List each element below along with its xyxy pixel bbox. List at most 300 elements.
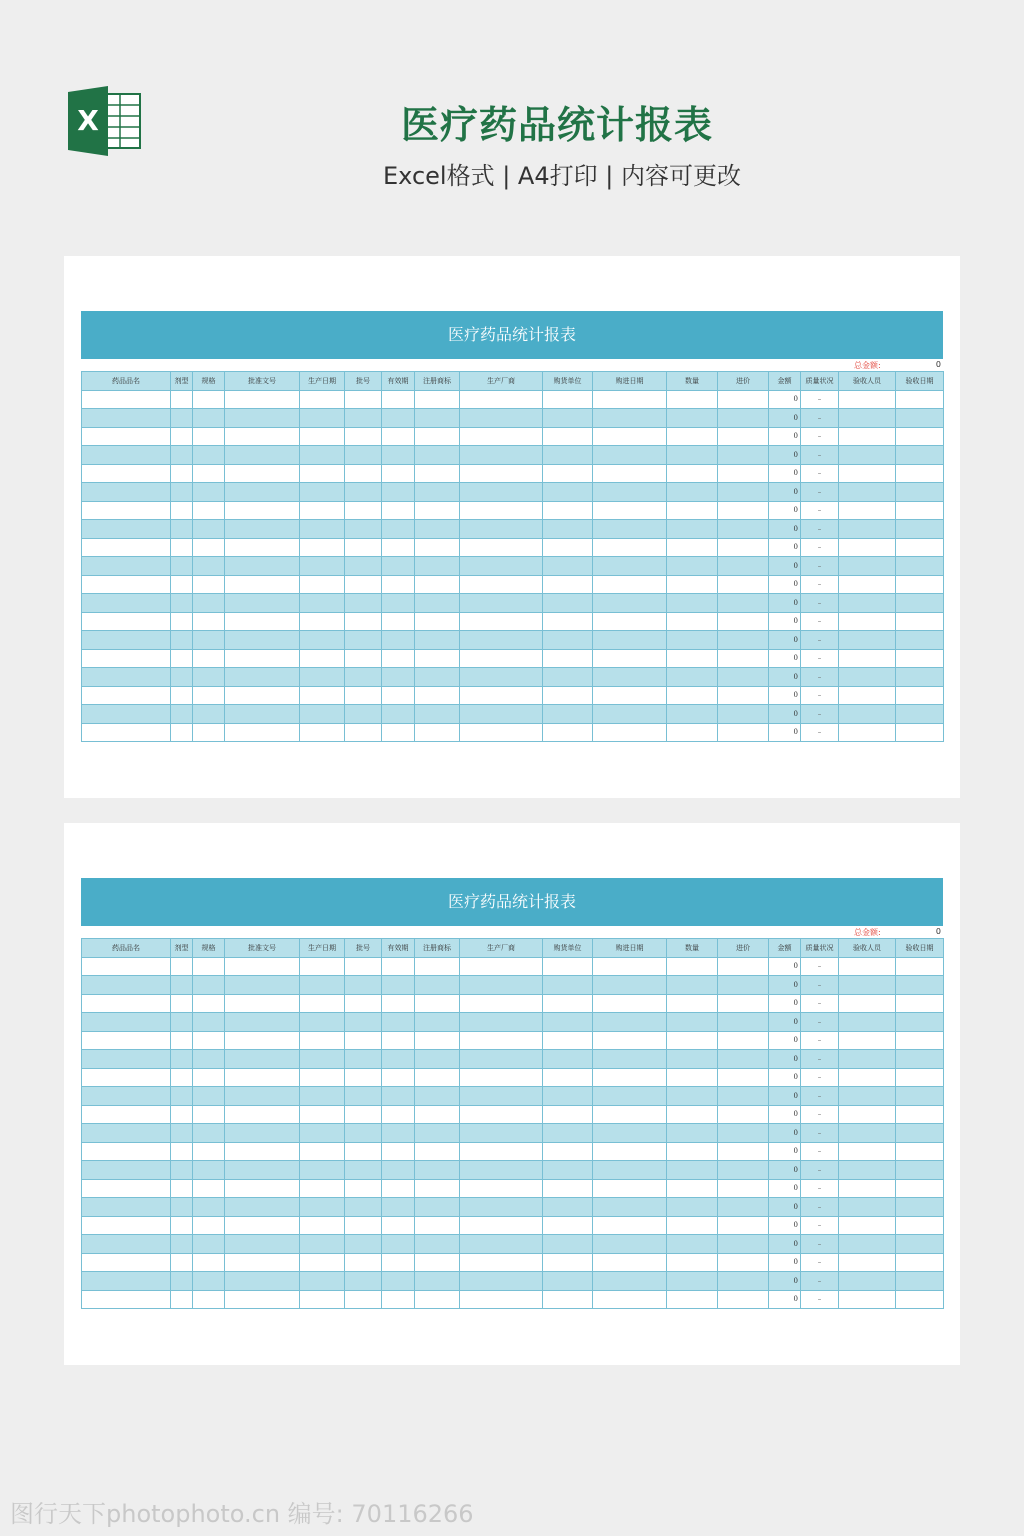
table-cell[interactable] [896,538,944,557]
table-cell[interactable] [667,1179,718,1198]
table-cell[interactable] [543,612,593,631]
table-cell[interactable] [718,957,769,976]
table-cell[interactable] [543,668,593,687]
table-cell[interactable] [193,1013,225,1032]
table-cell[interactable] [415,994,460,1013]
table-cell[interactable] [415,501,460,520]
table-cell[interactable] [839,1290,896,1309]
table-cell[interactable] [593,1013,667,1032]
table-cell[interactable] [171,649,193,668]
table-cell[interactable] [382,575,415,594]
table-cell[interactable] [300,557,345,576]
table-cell[interactable] [171,1087,193,1106]
table-cell[interactable] [839,1013,896,1032]
table-cell[interactable] [225,612,300,631]
table-cell[interactable] [896,1216,944,1235]
table-cell[interactable] [415,1087,460,1106]
table-cell[interactable] [839,1031,896,1050]
table-cell[interactable] [382,1161,415,1180]
table-cell[interactable] [382,1272,415,1291]
table-cell[interactable] [382,483,415,502]
table-cell[interactable] [382,1068,415,1087]
table-cell[interactable] [543,1013,593,1032]
amount-cell[interactable]: 0 [769,976,801,995]
table-cell[interactable] [382,464,415,483]
table-cell[interactable] [82,575,171,594]
table-cell[interactable] [460,464,543,483]
table-cell[interactable] [543,538,593,557]
table-cell[interactable] [667,723,718,742]
table-cell[interactable] [225,1087,300,1106]
table-cell[interactable] [896,1198,944,1217]
table-cell[interactable] [667,1216,718,1235]
table-cell[interactable] [718,994,769,1013]
table-cell[interactable] [300,1105,345,1124]
table-cell[interactable] [718,686,769,705]
table-cell[interactable] [718,390,769,409]
table-cell[interactable] [300,1216,345,1235]
table-cell[interactable] [593,501,667,520]
table-cell[interactable] [667,520,718,539]
table-cell[interactable] [382,631,415,650]
table-cell[interactable] [225,1013,300,1032]
amount-cell[interactable]: 0 [769,1142,801,1161]
table-cell[interactable] [382,1013,415,1032]
table-cell[interactable] [382,976,415,995]
amount-cell[interactable]: 0 [769,409,801,428]
table-cell[interactable] [667,631,718,650]
table-cell[interactable] [667,1198,718,1217]
table-cell[interactable] [718,501,769,520]
table-cell[interactable] [225,390,300,409]
table-cell[interactable] [839,957,896,976]
table-cell[interactable] [225,1216,300,1235]
table-cell[interactable] [460,668,543,687]
table-cell[interactable] [193,1235,225,1254]
table-cell[interactable] [300,649,345,668]
table-cell[interactable] [300,723,345,742]
table-cell[interactable] [345,1235,382,1254]
table-cell[interactable] [382,409,415,428]
table-cell[interactable] [543,575,593,594]
table-cell[interactable] [896,1031,944,1050]
table-cell[interactable] [667,1087,718,1106]
quality-cell[interactable]: – [801,668,839,687]
table-cell[interactable] [300,538,345,557]
table-cell[interactable] [667,976,718,995]
table-cell[interactable] [193,1068,225,1087]
quality-cell[interactable]: – [801,390,839,409]
table-cell[interactable] [82,557,171,576]
amount-cell[interactable]: 0 [769,1179,801,1198]
table-cell[interactable] [460,723,543,742]
table-cell[interactable] [543,520,593,539]
table-cell[interactable] [543,464,593,483]
table-cell[interactable] [82,1105,171,1124]
table-cell[interactable] [460,1198,543,1217]
table-cell[interactable] [300,957,345,976]
table-cell[interactable] [171,1235,193,1254]
table-cell[interactable] [171,575,193,594]
table-cell[interactable] [460,409,543,428]
table-cell[interactable] [300,705,345,724]
table-cell[interactable] [593,631,667,650]
table-cell[interactable] [839,649,896,668]
table-cell[interactable] [171,976,193,995]
table-cell[interactable] [839,557,896,576]
amount-cell[interactable]: 0 [769,1272,801,1291]
table-cell[interactable] [896,976,944,995]
table-cell[interactable] [460,1124,543,1143]
table-cell[interactable] [415,1161,460,1180]
table-cell[interactable] [593,1179,667,1198]
table-cell[interactable] [839,1179,896,1198]
table-cell[interactable] [415,1253,460,1272]
table-cell[interactable] [460,957,543,976]
table-cell[interactable] [896,390,944,409]
table-cell[interactable] [839,1087,896,1106]
table-cell[interactable] [543,1068,593,1087]
table-cell[interactable] [896,1068,944,1087]
table-cell[interactable] [718,1272,769,1291]
table-cell[interactable] [896,723,944,742]
table-cell[interactable] [193,446,225,465]
table-cell[interactable] [718,723,769,742]
table-cell[interactable] [300,612,345,631]
table-cell[interactable] [543,1161,593,1180]
table-cell[interactable] [82,464,171,483]
table-cell[interactable] [667,1031,718,1050]
table-cell[interactable] [82,705,171,724]
table-cell[interactable] [225,1124,300,1143]
table-cell[interactable] [460,1068,543,1087]
table-cell[interactable] [593,612,667,631]
table-cell[interactable] [345,1050,382,1069]
table-cell[interactable] [300,1290,345,1309]
table-cell[interactable] [718,594,769,613]
amount-cell[interactable]: 0 [769,686,801,705]
table-cell[interactable] [667,686,718,705]
table-cell[interactable] [345,1068,382,1087]
table-cell[interactable] [300,594,345,613]
table-cell[interactable] [460,976,543,995]
table-cell[interactable] [193,1087,225,1106]
table-cell[interactable] [82,631,171,650]
table-cell[interactable] [839,483,896,502]
table-cell[interactable] [593,723,667,742]
table-cell[interactable] [382,705,415,724]
table-cell[interactable] [382,501,415,520]
table-cell[interactable] [839,1161,896,1180]
table-cell[interactable] [193,686,225,705]
table-cell[interactable] [415,1068,460,1087]
table-cell[interactable] [171,1290,193,1309]
quality-cell[interactable]: – [801,1087,839,1106]
table-cell[interactable] [896,631,944,650]
table-cell[interactable] [896,705,944,724]
table-cell[interactable] [171,1216,193,1235]
table-cell[interactable] [593,1235,667,1254]
table-cell[interactable] [718,557,769,576]
table-cell[interactable] [193,575,225,594]
table-cell[interactable] [171,686,193,705]
table-cell[interactable] [225,520,300,539]
table-cell[interactable] [415,976,460,995]
table-cell[interactable] [415,631,460,650]
quality-cell[interactable]: – [801,631,839,650]
table-cell[interactable] [839,1253,896,1272]
table-cell[interactable] [667,1142,718,1161]
table-cell[interactable] [82,1142,171,1161]
table-cell[interactable] [193,723,225,742]
table-cell[interactable] [300,1179,345,1198]
table-cell[interactable] [382,1198,415,1217]
table-cell[interactable] [171,1031,193,1050]
table-cell[interactable] [300,446,345,465]
table-cell[interactable] [382,1087,415,1106]
quality-cell[interactable]: – [801,705,839,724]
table-cell[interactable] [82,538,171,557]
table-cell[interactable] [300,1198,345,1217]
table-cell[interactable] [593,1142,667,1161]
amount-cell[interactable]: 0 [769,1105,801,1124]
table-cell[interactable] [460,612,543,631]
table-cell[interactable] [460,557,543,576]
table-cell[interactable] [593,483,667,502]
table-cell[interactable] [896,446,944,465]
table-cell[interactable] [193,612,225,631]
table-cell[interactable] [300,1253,345,1272]
table-cell[interactable] [718,1235,769,1254]
table-cell[interactable] [193,1272,225,1291]
table-cell[interactable] [543,957,593,976]
table-cell[interactable] [382,1216,415,1235]
table-cell[interactable] [82,1124,171,1143]
table-cell[interactable] [543,994,593,1013]
table-cell[interactable] [171,409,193,428]
table-cell[interactable] [225,649,300,668]
table-cell[interactable] [171,1142,193,1161]
table-cell[interactable] [839,390,896,409]
table-cell[interactable] [382,390,415,409]
table-cell[interactable] [82,649,171,668]
table-cell[interactable] [896,1272,944,1291]
table-cell[interactable] [593,1272,667,1291]
table-cell[interactable] [667,409,718,428]
table-cell[interactable] [171,446,193,465]
table-cell[interactable] [667,705,718,724]
table-cell[interactable] [543,723,593,742]
amount-cell[interactable]: 0 [769,1198,801,1217]
table-cell[interactable] [543,390,593,409]
table-cell[interactable] [82,668,171,687]
table-cell[interactable] [193,1216,225,1235]
table-cell[interactable] [225,686,300,705]
table-cell[interactable] [896,957,944,976]
table-cell[interactable] [543,1142,593,1161]
table-cell[interactable] [543,1290,593,1309]
table-cell[interactable] [82,957,171,976]
table-cell[interactable] [593,1253,667,1272]
table-cell[interactable] [225,501,300,520]
table-cell[interactable] [839,723,896,742]
table-cell[interactable] [300,1013,345,1032]
table-cell[interactable] [300,1087,345,1106]
table-cell[interactable] [345,1142,382,1161]
quality-cell[interactable]: – [801,1124,839,1143]
table-cell[interactable] [193,1050,225,1069]
table-cell[interactable] [543,409,593,428]
table-cell[interactable] [225,483,300,502]
table-cell[interactable] [460,649,543,668]
quality-cell[interactable]: – [801,575,839,594]
table-cell[interactable] [718,1253,769,1272]
table-cell[interactable] [171,390,193,409]
table-cell[interactable] [193,1198,225,1217]
table-cell[interactable] [718,668,769,687]
table-cell[interactable] [460,631,543,650]
table-cell[interactable] [300,631,345,650]
table-cell[interactable] [718,409,769,428]
table-cell[interactable] [225,668,300,687]
quality-cell[interactable]: – [801,1105,839,1124]
table-cell[interactable] [82,723,171,742]
table-cell[interactable] [460,1253,543,1272]
table-cell[interactable] [300,1050,345,1069]
table-cell[interactable] [839,501,896,520]
quality-cell[interactable]: – [801,1272,839,1291]
table-cell[interactable] [896,1179,944,1198]
table-cell[interactable] [415,1050,460,1069]
table-cell[interactable] [415,1290,460,1309]
table-cell[interactable] [460,1013,543,1032]
quality-cell[interactable]: – [801,464,839,483]
table-cell[interactable] [382,446,415,465]
table-cell[interactable] [345,686,382,705]
table-cell[interactable] [225,994,300,1013]
table-cell[interactable] [415,1235,460,1254]
table-cell[interactable] [382,957,415,976]
table-cell[interactable] [543,1050,593,1069]
amount-cell[interactable]: 0 [769,575,801,594]
table-cell[interactable] [193,631,225,650]
table-cell[interactable] [171,557,193,576]
table-cell[interactable] [345,705,382,724]
table-cell[interactable] [193,1124,225,1143]
table-cell[interactable] [82,594,171,613]
table-cell[interactable] [896,1013,944,1032]
table-cell[interactable] [345,668,382,687]
table-cell[interactable] [593,1105,667,1124]
table-cell[interactable] [543,1087,593,1106]
amount-cell[interactable]: 0 [769,994,801,1013]
table-cell[interactable] [171,1050,193,1069]
table-cell[interactable] [543,1235,593,1254]
table-cell[interactable] [345,409,382,428]
table-cell[interactable] [415,1272,460,1291]
table-cell[interactable] [839,575,896,594]
table-cell[interactable] [345,1105,382,1124]
table-cell[interactable] [667,994,718,1013]
table-cell[interactable] [345,649,382,668]
table-cell[interactable] [718,649,769,668]
amount-cell[interactable]: 0 [769,957,801,976]
amount-cell[interactable]: 0 [769,1216,801,1235]
table-cell[interactable] [225,427,300,446]
table-cell[interactable] [667,649,718,668]
table-cell[interactable] [460,1290,543,1309]
table-cell[interactable] [543,705,593,724]
table-cell[interactable] [593,705,667,724]
table-cell[interactable] [171,1272,193,1291]
quality-cell[interactable]: – [801,1142,839,1161]
table-cell[interactable] [300,1031,345,1050]
table-cell[interactable] [300,994,345,1013]
table-cell[interactable] [171,1105,193,1124]
table-cell[interactable] [667,1050,718,1069]
table-cell[interactable] [193,520,225,539]
quality-cell[interactable]: – [801,1050,839,1069]
table-cell[interactable] [345,1216,382,1235]
table-cell[interactable] [82,1031,171,1050]
table-cell[interactable] [896,649,944,668]
quality-cell[interactable]: – [801,409,839,428]
table-cell[interactable] [896,1087,944,1106]
quality-cell[interactable]: – [801,1198,839,1217]
table-cell[interactable] [839,1142,896,1161]
table-cell[interactable] [667,1290,718,1309]
table-cell[interactable] [82,1253,171,1272]
table-cell[interactable] [460,520,543,539]
table-cell[interactable] [171,612,193,631]
table-cell[interactable] [300,1235,345,1254]
table-cell[interactable] [415,1013,460,1032]
table-cell[interactable] [225,575,300,594]
table-cell[interactable] [667,1272,718,1291]
table-cell[interactable] [225,557,300,576]
amount-cell[interactable]: 0 [769,1253,801,1272]
table-cell[interactable] [896,557,944,576]
table-cell[interactable] [718,1161,769,1180]
table-cell[interactable] [382,1031,415,1050]
table-cell[interactable] [225,1105,300,1124]
table-cell[interactable] [171,1161,193,1180]
table-cell[interactable] [82,409,171,428]
quality-cell[interactable]: – [801,483,839,502]
table-cell[interactable] [415,668,460,687]
table-cell[interactable] [896,464,944,483]
table-cell[interactable] [171,483,193,502]
quality-cell[interactable]: – [801,1179,839,1198]
table-cell[interactable] [171,1068,193,1087]
table-cell[interactable] [300,501,345,520]
table-cell[interactable] [839,427,896,446]
table-cell[interactable] [415,594,460,613]
table-cell[interactable] [460,994,543,1013]
quality-cell[interactable]: – [801,427,839,446]
table-cell[interactable] [225,594,300,613]
table-cell[interactable] [415,1124,460,1143]
table-cell[interactable] [718,1142,769,1161]
table-cell[interactable] [300,464,345,483]
table-cell[interactable] [667,575,718,594]
quality-cell[interactable]: – [801,501,839,520]
table-cell[interactable] [593,1198,667,1217]
table-cell[interactable] [345,1087,382,1106]
table-cell[interactable] [171,427,193,446]
table-cell[interactable] [345,464,382,483]
table-cell[interactable] [415,649,460,668]
